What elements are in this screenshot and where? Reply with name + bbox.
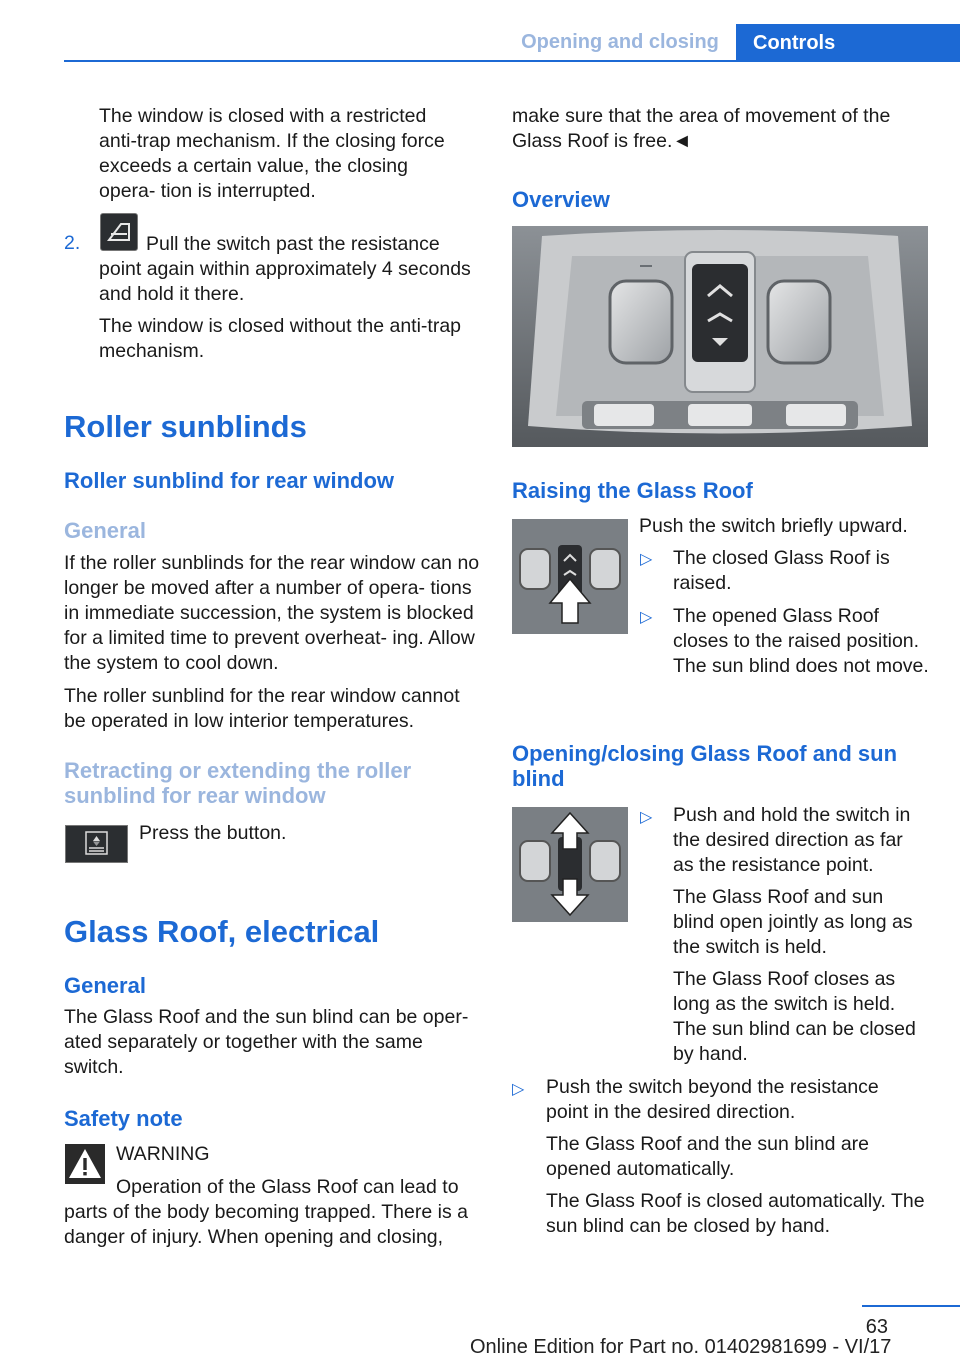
footer-edition: Online Edition for Part no. 01402981699 - VI/17 (470, 1336, 892, 1358)
warning-line1: Operation of the Glass Roof can lead to (116, 1176, 459, 1198)
bullet-4: ▷ (512, 1081, 525, 1098)
heading-safety-note: Safety note (64, 1106, 183, 1131)
raising-image (512, 519, 628, 634)
press-button-text: Press the button. (139, 822, 287, 844)
switch-push-up-illustration (512, 519, 628, 634)
step2-text: Pull the switch past the resistance point again within approximately 4 seconds and hold it there. (99, 233, 471, 305)
step2-result: The window is closed without the anti-trap mechanism. (99, 315, 462, 362)
general2-paragraph: The Glass Roof and the sun blind can be oper‐ ated separately or together with the same switch. (64, 1006, 469, 1078)
heading-roller-rear: Roller sunblind for rear window (64, 468, 395, 493)
page-number: 63 (865, 1316, 888, 1338)
warning-label: WARNING (116, 1143, 210, 1165)
opening-image (512, 807, 628, 922)
general1-paragraph1: If the roller sunblinds for the rear window can no longer be moved after a number of opera‐ tions in immediate succession, the system is blocked for a limited time to prevent overheat‐ ing. Allow the system to cool down. (64, 552, 480, 674)
heading-retract: Retracting or extending the roller sunblind for rear window (64, 758, 412, 808)
raising-item-1: The closed Glass Roof is raised. (673, 547, 890, 594)
raising-intro: Push the switch briefly upward. (639, 515, 908, 537)
warning-rest: parts of the body becoming trapped. There is a danger of injury. When opening and closing, (64, 1201, 468, 1248)
open-item-1-para3: The Glass Roof closes as long as the switch is held. The sun blind can be closed by hand. (673, 968, 916, 1065)
intro-text: The window is closed with a restricted anti-trap mechanism. If the closing force exceeds a certain value, the closing opera‐ tion is interrupted. (99, 105, 445, 202)
step-number: 2. (64, 232, 81, 254)
sunblind-icon (66, 826, 127, 862)
bullet-1: ▷ (640, 551, 653, 568)
open-item-2-para2: The Glass Roof and the sun blind are opened automatically. (546, 1133, 870, 1180)
header-section: Opening and closing (521, 31, 719, 53)
heading-general-1: General (64, 518, 146, 543)
heading-opening-closing: Opening/closing Glass Roof and sun blind (512, 741, 898, 791)
heading-raising: Raising the Glass Roof (512, 478, 753, 503)
overhead-console-illustration (512, 226, 928, 447)
sunblind-button-image (65, 825, 128, 863)
heading-overview: Overview (512, 187, 610, 212)
general1-paragraph2: The roller sunblind for the rear window cannot be operated in low interior temperatures. (64, 685, 460, 732)
open-item-1-para2: The Glass Roof and sun blind open jointly as long as the switch is held. (673, 886, 913, 958)
heading-glass-roof: Glass Roof, electrical (64, 914, 380, 949)
open-item-2-para3: The Glass Roof is closed automatically. The sun blind can be closed by hand. (546, 1190, 925, 1237)
heading-general-2: General (64, 973, 146, 998)
open-item-2: Push the switch beyond the resistance point in the desired direction. (546, 1076, 879, 1123)
overview-image (512, 226, 928, 447)
header-rule (64, 60, 960, 62)
header-tab-controls[interactable]: Controls (736, 24, 960, 62)
bullet-3: ▷ (640, 809, 653, 826)
open-item-1: Push and hold the switch in the desired direction as far as the resistance point. (673, 804, 911, 876)
continued-text: make sure that the area of movement of the Glass Roof is free.◄ (512, 105, 891, 152)
raising-item-2: The opened Glass Roof closes to the raised position. The sun blind does not move. (673, 605, 929, 677)
switch-push-hold-illustration (512, 807, 628, 922)
warning-icon (65, 1144, 105, 1184)
heading-roller-sunblinds: Roller sunblinds (64, 409, 307, 444)
footer-rule (862, 1305, 960, 1307)
bullet-2: ▷ (640, 609, 653, 626)
